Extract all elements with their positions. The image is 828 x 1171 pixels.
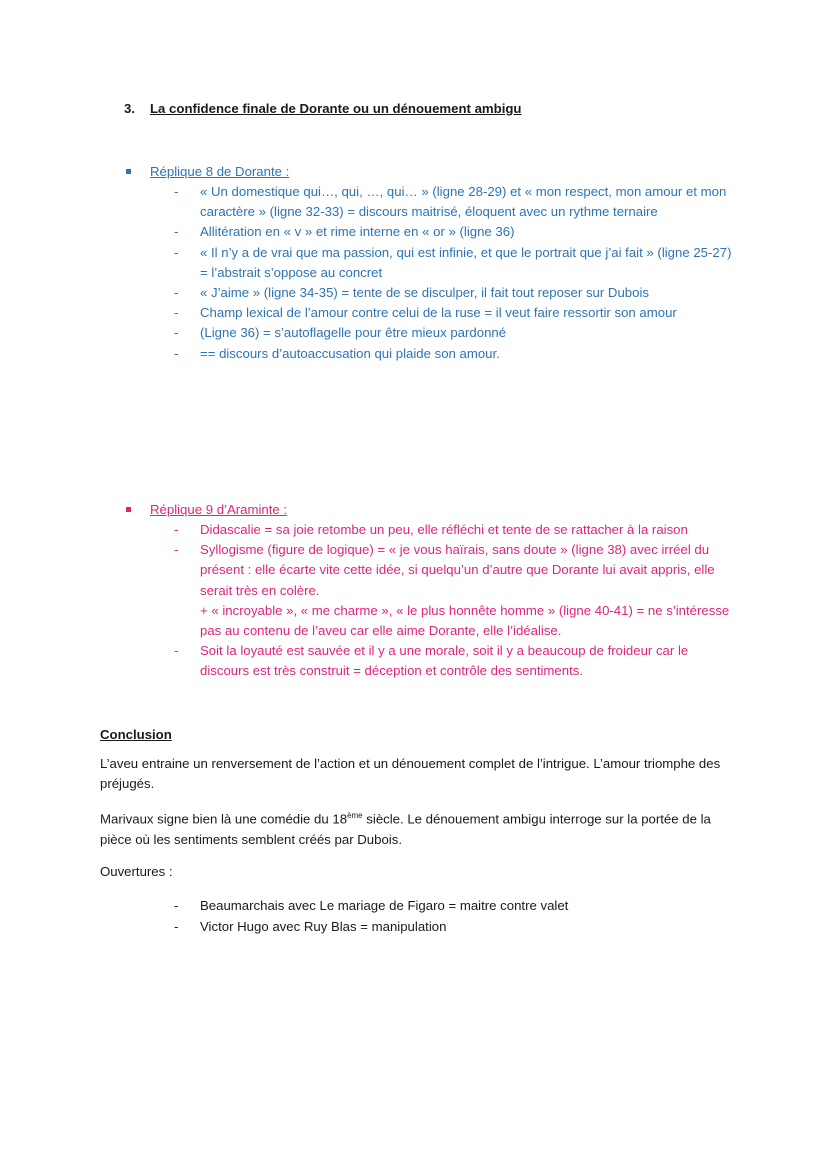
list-item: - Victor Hugo avec Ruy Blas = manipulation [174, 917, 734, 937]
list-item: - == discours d’autoaccusation qui plaide son amour. [174, 344, 734, 364]
replique-9-block [124, 500, 734, 682]
section-number: 3. [124, 101, 135, 116]
paragraph-text: Marivaux signe bien là une comédie du 18 [100, 811, 348, 827]
list-item: - « Un domestique qui…, qui, …, qui… » (ligne 28-29) et « mon respect, mon amour et mon caractère » (ligne 32-33) = discours maitrisé, éloquent avec un rythme ternaire [174, 182, 734, 222]
square-bullet-icon [126, 169, 131, 174]
ouvertures-list [100, 896, 734, 936]
conclusion-section [100, 726, 740, 937]
replique-9-heading [124, 500, 734, 520]
list-item: - Allitération en « v » et rime interne en « or » (ligne 36) [174, 222, 734, 242]
conclusion-paragraph-2 [100, 806, 740, 850]
list-item-text: - Syllogisme (figure de logique) = « je vous haïrais, sans doute » (ligne 38) avec irréel du présent : elle écarte vite cette idée, si quelqu’un d’autre que Dorante lui avait appris, elle serait très en colère. [200, 542, 715, 598]
replique-9-label: Réplique 9 d’Araminte : [150, 502, 288, 517]
list-item: - « J’aime » (ligne 34-35) = tente de se disculper, il fait tout reposer sur Dubois [174, 283, 734, 303]
list-item: - Soit la loyauté est sauvée et il y a une morale, soit il y a beaucoup de froideur car le discours est très construit = déception et contrôle des sentiments. [174, 641, 734, 681]
replique-8-block [124, 162, 734, 364]
list-item-continuation: + « incroyable », « me charme », « le plus honnête homme » (ligne 40-41) = ne s’intéresse pas au contenu de l’aveu car elle aime Dorante, elle l’idéalise. [200, 602, 730, 639]
list-item: - (Ligne 36) = s’autoflagelle pour être mieux pardonné [174, 323, 734, 343]
list-item: - Beaumarchais avec Le mariage de Figaro = maitre contre valet [174, 896, 734, 916]
replique-9-list [124, 520, 734, 682]
list-item [174, 540, 734, 641]
section-title: La confidence finale de Dorante ou un dénouement ambigu [150, 101, 522, 116]
superscript: ème [347, 811, 363, 821]
replique-8-list [124, 182, 734, 364]
section-heading [124, 101, 522, 116]
list-item: - « Il n’y a de vrai que ma passion, qui est infinie, et que le portrait que j’ai fait » (ligne 25-27) = l’abstrait s’oppose au concret [174, 243, 734, 283]
square-bullet-icon [126, 507, 131, 512]
conclusion-paragraph-1: L’aveu entraine un renversement de l’action et un dénouement complet de l’intrigue. L’amour triomphe des préjugés. [100, 756, 721, 792]
paragraph-text: siècle. Le dénouement ambigu interroge sur la portée de la pièce où les sentiments semblent créés par Dubois. [100, 811, 711, 847]
list-item: - Didascalie = sa joie retombe un peu, elle réfléchi et tente de se rattacher à la raison [174, 520, 734, 540]
replique-8-heading [124, 162, 734, 182]
replique-8-label: Réplique 8 de Dorante : [150, 164, 290, 179]
ouvertures-label: Ouvertures : [100, 864, 173, 880]
list-item: - Champ lexical de l’amour contre celui de la ruse = il veut faire ressortir son amour [174, 303, 734, 323]
conclusion-title: Conclusion [100, 727, 172, 742]
